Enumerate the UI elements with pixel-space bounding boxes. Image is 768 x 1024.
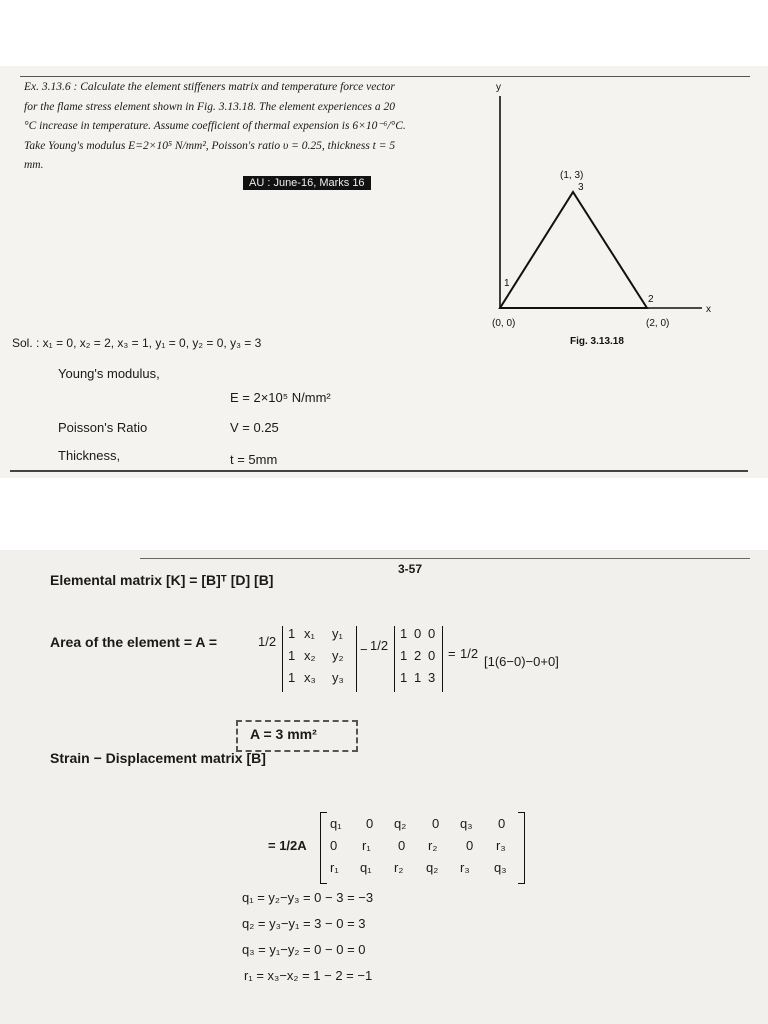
b-cell: 0 — [498, 816, 506, 831]
det2-right-bar — [442, 626, 443, 692]
prop-value-thickness: t = 5mm — [230, 452, 278, 467]
solution-line: Sol. : x₁ = 0, x₂ = 2, x₃ = 1, y₁ = 0, y₂ = 0, y₃ = 3 — [12, 336, 262, 350]
bottom-page — [0, 550, 768, 1024]
det2-cell: 3 — [428, 670, 436, 685]
node-1-label: 1 — [504, 278, 510, 289]
b-cell: q₂ — [394, 816, 407, 831]
area-result: A = 3 mm² — [250, 726, 317, 742]
elemental-matrix-heading: Elemental matrix [K] = [B]ᵀ [D] [B] — [50, 572, 274, 588]
area-expansion: [1(6−0)−0+0] — [484, 654, 559, 669]
b-prefix: = 1/2A — [268, 838, 307, 853]
node-3-label: 3 — [578, 182, 584, 193]
header-rule — [140, 558, 750, 559]
det1-cell: x₂ — [304, 648, 316, 663]
det2-cell: 2 — [414, 648, 422, 663]
equation-r1: r₁ = x₃−x₂ = 1 − 2 = −1 — [244, 968, 373, 983]
det2-cell: 1 — [400, 626, 408, 641]
det2-left-bar — [394, 626, 395, 692]
prop-label-thickness: Thickness, — [58, 448, 121, 463]
equation-q2: q₂ = y₃−y₁ = 3 − 0 = 3 — [242, 916, 366, 931]
coord-3-label: (1, 3) — [560, 170, 584, 181]
b-cell: r₂ — [394, 860, 404, 875]
det1-cell: 1 — [288, 626, 296, 641]
equation-q1: q₁ = y₂−y₃ = 0 − 3 = −3 — [242, 890, 374, 905]
det2-cell: 0 — [414, 626, 422, 641]
triangle-figure — [480, 78, 720, 358]
det1-cell: y₃ — [332, 670, 344, 685]
au-badge: AU : June-16, Marks 16 — [243, 176, 371, 190]
top-rule — [20, 76, 750, 77]
equals-sign: = — [448, 646, 456, 661]
prop-value-poisson: V = 0.25 — [230, 420, 279, 435]
b-cell: 0 — [366, 816, 374, 831]
b-cell: 0 — [398, 838, 406, 853]
b-cell: q₃ — [494, 860, 507, 875]
det2-cell: 0 — [428, 648, 436, 663]
det1-cell: x₁ — [304, 626, 315, 641]
minus-sign: − — [360, 642, 368, 657]
det1-left-bar — [282, 626, 283, 692]
prop-label-poisson: Poisson's Ratio — [58, 420, 148, 435]
b-cell: r₁ — [330, 860, 339, 875]
page-number: 3-57 — [398, 562, 423, 576]
det1-cell: x₃ — [304, 670, 316, 685]
coord-1-label: (0, 0) — [492, 318, 516, 329]
prop-value-youngs: E = 2×10⁵ N/mm² — [230, 390, 331, 405]
top-page — [0, 66, 768, 478]
area-label: Area of the element = A = — [50, 634, 218, 650]
figure-caption: Fig. 3.13.18 — [570, 336, 624, 347]
det2-cell: 1 — [400, 670, 408, 685]
coord-2-label: (2, 0) — [646, 318, 670, 329]
half-fraction-2: 1/2 — [370, 638, 389, 653]
node-2-label: 2 — [648, 294, 654, 305]
det1-cell: y₂ — [332, 648, 344, 663]
det2-cell: 1 — [400, 648, 408, 663]
b-cell: q₁ — [360, 860, 372, 875]
b-cell: r₁ — [362, 838, 371, 853]
det2-cell: 1 — [414, 670, 422, 685]
axis-x-label: x — [706, 304, 711, 315]
b-right-bracket — [518, 812, 525, 884]
b-cell: 0 — [466, 838, 474, 853]
b-cell: r₃ — [496, 838, 506, 853]
det1-right-bar — [356, 626, 357, 692]
b-cell: q₃ — [460, 816, 473, 831]
det1-cell: 1 — [288, 648, 296, 663]
equation-q3: q₃ = y₁−y₂ = 0 − 0 = 0 — [242, 942, 366, 957]
half-fraction-1: 1/2 — [258, 634, 277, 649]
example-statement: Ex. 3.13.6 : Calculate the element stiffeners matrix and temperature force vector for the flame stress element shown in Fig. 3.13.18. The element experiences a 20 °C increase in temperature. Assume coefficient of thermal expension is 6×10⁻⁶/°C. Take Young's modulus E=2×10⁵ N/mm², Poisson's ratio υ = 0.25, thickness t = 5 mm. — [24, 81, 406, 171]
b-cell: 0 — [432, 816, 440, 831]
b-left-bracket — [320, 812, 327, 884]
strain-displacement-heading: Strain − Displacement matrix [B] — [50, 750, 266, 766]
half-fraction-3: 1/2 — [460, 646, 479, 661]
b-cell: r₃ — [460, 860, 470, 875]
prop-label-youngs: Young's modulus, — [58, 366, 160, 381]
b-cell: q₂ — [426, 860, 439, 875]
axis-y-label: y — [496, 82, 501, 93]
bottom-rule — [10, 470, 748, 472]
det2-cell: 0 — [428, 626, 436, 641]
b-cell: q₁ — [330, 816, 342, 831]
b-cell: r₂ — [428, 838, 438, 853]
det1-cell: y₁ — [332, 626, 343, 641]
det1-cell: 1 — [288, 670, 296, 685]
b-cell: 0 — [330, 838, 338, 853]
